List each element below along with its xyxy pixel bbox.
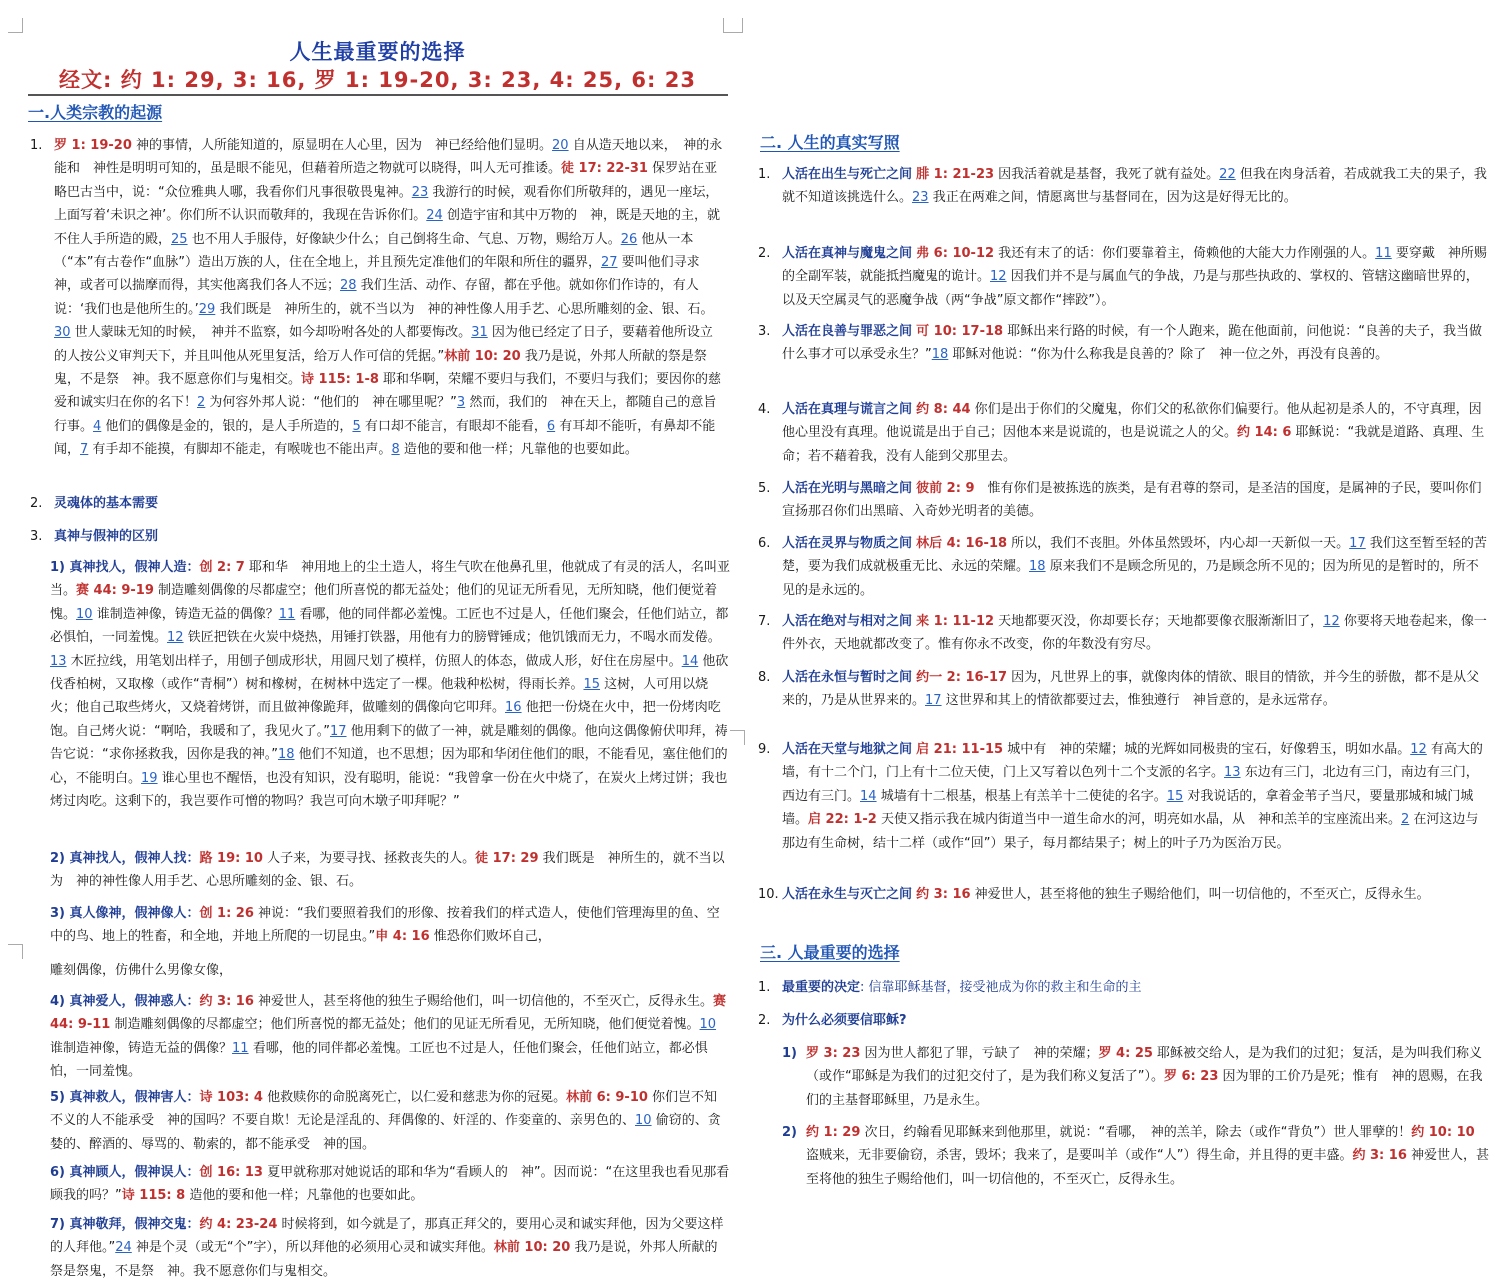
verse-number: 15 bbox=[1166, 788, 1184, 804]
scripture-ref: 罗 1: 19-20 bbox=[54, 138, 132, 153]
verse-text: 你们是出于你们的父魔鬼，你们父的私欲你们偏要行。他从起初是杀人的，不守真理，因他心里没有真理。他说谎是出于自己；因他本来是说谎的，也是说谎之人的父。 bbox=[782, 402, 1482, 441]
verse-text: 因为世人都犯了罪，亏缺了 神的荣耀； bbox=[860, 1046, 1099, 1061]
verse-text: 神爱世人，甚至将他的独生子赐给他们，叫一切信他的，不至灭亡，反得永生。 bbox=[970, 887, 1430, 902]
item-body bbox=[782, 532, 1488, 602]
verse-text: 时候将到，如今就是了，那真正拜父的，要用心灵和诚实拜他，因为父要这样的人拜他。” bbox=[50, 1217, 724, 1256]
scripture-ref: 申 4: 16 bbox=[375, 929, 430, 945]
verse-text: 偷窃的、贪婪的、醉酒的、辱骂的、勒索的，都不能承受 神的国。 bbox=[50, 1113, 721, 1152]
verse-number: 17 bbox=[925, 693, 942, 709]
scripture-ref: 启 21: 11-15 bbox=[916, 742, 1004, 757]
item-number: 3. bbox=[758, 324, 771, 339]
verse-text: 盗贼来，无非要偷窃，杀害，毁坏；我来了，是要叫羊（或作“人”）得生命，并且得的更丰盛。 bbox=[806, 1148, 1353, 1164]
verse-text: 我游行的时候，观看你们所敬拜的，遇见一座坛，上面写着‘未识之神’。你们所不认识而敬拜的，我现在告诉你们。 bbox=[54, 184, 719, 224]
item-heading: 人活在真神与魔鬼之间 bbox=[782, 246, 913, 261]
sub-item-7 bbox=[50, 1213, 730, 1283]
scripture-references: 经文: 约 1: 29, 3: 16, 罗 1: 19-20, 3: 23, 4: 25, 6: 23 bbox=[59, 68, 696, 92]
verse-number: 7 bbox=[80, 442, 89, 458]
sub-item-3-continuation: 雕刻偶像，仿佛什么男像女像， bbox=[50, 963, 233, 978]
verse-text: 耶和华 神用地上的尘土造人，将生气吹在他鼻孔里，他就成了有灵的活人，名叫亚当。 bbox=[50, 560, 730, 599]
verse-number: 10 bbox=[76, 606, 93, 622]
verse-number: 17 bbox=[329, 723, 347, 739]
item-number: 1. bbox=[758, 980, 771, 995]
item-body bbox=[782, 610, 1488, 657]
item-body bbox=[782, 738, 1488, 855]
verse-number: 31 bbox=[471, 325, 488, 341]
verse-text: 城墙有十二根基，根基上有羔羊十二使徒的名字。 bbox=[876, 788, 1167, 804]
item-number: 2. bbox=[758, 246, 771, 261]
item-heading: 人活在良善与罪恶之间 bbox=[782, 324, 913, 339]
scripture-ref: 彼前 2: 9 bbox=[916, 481, 975, 496]
verse-number: 20 bbox=[552, 138, 569, 153]
verse-text: 谁制造神像，铸造无益的偶像？ bbox=[50, 1040, 233, 1056]
item-heading: 人活在绝对与相对之间 bbox=[782, 614, 913, 629]
verse-text: 他用剩下的做了一神，就是雕刻的偶像。他向这偶像俯伏叩拜，祷告它说：“求你拯救我，因你是我的神。” bbox=[50, 723, 728, 763]
verse-text: 城中有 神的荣耀；城的光辉如同极贵的宝石，好像碧玉，明如水晶。 bbox=[1003, 742, 1411, 757]
scripture-ref: 约一 2: 16-17 bbox=[916, 670, 1008, 685]
verse-text: 神的事情，人所能知道的，原显明在人心里，因为 神已经给他们显明。 bbox=[131, 138, 553, 153]
scripture-ref: 林前 10: 20 bbox=[493, 1240, 571, 1256]
verse-number: 2 bbox=[1400, 812, 1410, 828]
verse-number: 12 bbox=[990, 269, 1007, 285]
verse-number: 4 bbox=[93, 418, 102, 434]
verse-text: 有高大的墙，有十二个门，门上有十二位天使，门上又写着以色列十二个支派的名字。 bbox=[782, 742, 1483, 781]
item-body bbox=[782, 477, 1488, 524]
item-number: 2. bbox=[30, 496, 43, 511]
item-body bbox=[782, 320, 1488, 367]
item-text: : 信靠耶稣基督，接受祂成为你的救主和生命的主 bbox=[860, 980, 1142, 995]
verse-text: 这世界和其上的情欲都要过去，惟独遵行 神旨意的，是永远常存。 bbox=[941, 693, 1336, 709]
verse-text: 因为他已经定了日子，要藉着他所设立的人按公义审判天下，并且叫他从死里复活，给万人作可信的凭据。” bbox=[54, 325, 713, 364]
scripture-ref: 约 3: 16 bbox=[1352, 1148, 1407, 1164]
verse-text: 在河这边与那边有生命树，结十二样（或作“回”）果子，每月都结果子；树上的叶子乃为医治万民。 bbox=[782, 812, 1479, 851]
scripture-ref: 诗 115: 8 bbox=[121, 1188, 186, 1204]
sub-heading: 3) 真人像神，假神像人： bbox=[50, 906, 200, 921]
verse-number: 6 bbox=[546, 418, 556, 434]
verse-text: 然而，我们的 神在天上，都随自己的意旨行事。 bbox=[54, 395, 717, 434]
verse-number: 23 bbox=[912, 190, 929, 206]
verse-number: 16 bbox=[505, 700, 522, 716]
item-body bbox=[782, 398, 1488, 468]
verse-text: 看哪，他的同伴都必羞愧。工匠也不过是人，任他们聚会，任他们站立，都必惧怕，一同羞愧。 bbox=[50, 606, 729, 646]
scripture-ref: 腓 1: 21-23 bbox=[916, 167, 995, 182]
verse-number: 25 bbox=[171, 231, 188, 247]
verse-text: 神是个灵（或无“个”字），所以拜他的必须用心灵和诚实拜他。 bbox=[131, 1240, 494, 1256]
scripture-ref: 约 1: 29 bbox=[806, 1125, 861, 1140]
item-heading: 人活在灵界与物质之间 bbox=[782, 536, 913, 551]
verse-number: 17 bbox=[1349, 536, 1366, 551]
crop-mark bbox=[730, 730, 745, 745]
verse-number: 14 bbox=[860, 788, 877, 804]
verse-number: 10 bbox=[699, 1017, 717, 1033]
verse-number: 12 bbox=[167, 630, 184, 646]
scripture-ref: 罗 3: 23 bbox=[806, 1046, 861, 1061]
item-number: 1. bbox=[30, 138, 43, 153]
item-heading: 灵魂体的基本需要 bbox=[54, 496, 159, 511]
verse-number: 8 bbox=[391, 442, 400, 458]
verse-number: 3 bbox=[456, 395, 466, 411]
sub-heading: 6) 真神顾人，假神误人： bbox=[50, 1165, 200, 1180]
scripture-ref: 诗 103: 4 bbox=[199, 1090, 263, 1105]
sub-heading: 1) 真神找人，假神人造： bbox=[50, 560, 200, 575]
verse-number: 2 bbox=[197, 395, 206, 411]
verse-text: 他从一本（“本”有古卷作“血脉”）造出万族的人，住在全地上，并且预先定准他们的年限和所住的疆界， bbox=[54, 231, 694, 271]
item-number: 4. bbox=[758, 402, 771, 417]
verse-number: 11 bbox=[232, 1040, 249, 1056]
item-number: 10. bbox=[758, 887, 779, 902]
item-body bbox=[782, 666, 1488, 713]
item-body bbox=[806, 1121, 1490, 1191]
item-body bbox=[782, 163, 1488, 210]
verse-text: 耶稣出来行路的时候，有一个人跑来，跪在他面前，问他说：“良善的夫子，我当做什么事才可以承受永生？” bbox=[782, 324, 1482, 363]
verse-text: 我乃是说，外邦人所献的祭是祭鬼，不是祭 神。我不愿意你们与鬼相交。 bbox=[54, 348, 707, 388]
left-page bbox=[20, 0, 735, 1280]
verse-text: 神爱世人，甚至将他的独生子赐给他们，叫一切信他的，不至灭亡，反得永生。 bbox=[253, 994, 714, 1009]
verse-text: 这树，人可用以烧火；他自己取些烤火，又烧着烤饼，而且做神像跪拜，做雕刻的偶像向它叩拜。 bbox=[50, 677, 709, 716]
verse-text: 我乃是说，外邦人所献的祭是祭鬼，不是祭 神。我不愿意你们与鬼相交。 bbox=[50, 1240, 718, 1279]
verse-text: 我们既是 神所生的，就不当以为 神的神性像人用手艺、心思所雕刻的金、银、石。 bbox=[215, 301, 714, 317]
verse-text: 要穿戴 神所赐的全副军装，就能抵挡魔鬼的诡计。 bbox=[782, 246, 1487, 285]
sub-item-1 bbox=[50, 556, 730, 813]
title-divider bbox=[28, 94, 728, 96]
verse-text: 所以，我们不丧胆。外体虽然毁坏，内心却一天新似一天。 bbox=[1007, 536, 1350, 551]
scripture-ref: 弗 6: 10-12 bbox=[916, 246, 995, 261]
scripture-ref: 约 14: 6 bbox=[1237, 425, 1292, 441]
item-number: 9. bbox=[758, 742, 771, 757]
item-heading: 人活在永生与灭亡之间 bbox=[782, 887, 913, 902]
verse-text: 他们不知道，也不思想；因为耶和华闭住他们的眼，不能看见，塞住他们的心，不能明白。 bbox=[50, 747, 728, 786]
item-number: 1. bbox=[758, 167, 771, 182]
item-heading: 人活在光明与黑暗之间 bbox=[782, 481, 913, 496]
verse-text: 天地都要灭没，你却要长存；天地都要像衣服渐渐旧了， bbox=[994, 614, 1324, 629]
verse-number: 15 bbox=[583, 677, 601, 693]
verse-text: 你要将天地卷起来，像一件外衣，天地就都改变了。惟有你永不改变，你的年数没有穷尽。 bbox=[782, 614, 1487, 653]
item-number: 2) bbox=[782, 1125, 797, 1140]
verse-text: 有手却不能摸，有脚却不能走，有喉咙也不能出声。 bbox=[88, 442, 392, 458]
verse-number: 12 bbox=[1323, 614, 1340, 629]
verse-number: 24 bbox=[115, 1240, 132, 1256]
item-number: 2. bbox=[758, 1013, 771, 1028]
verse-text: 自从造天地以来， 神的永能和 神性是明明可知的，虽是眼不能见，但藉着所造之物就可以晓得，叫人无可推诿。 bbox=[54, 138, 723, 177]
verse-text: 保罗站在亚略巴古当中，说：“众位雅典人哪，我看你们凡事很敬畏鬼神。 bbox=[54, 161, 718, 200]
scripture-ref: 约 10: 10 bbox=[1411, 1125, 1475, 1140]
verse-number: 11 bbox=[278, 606, 296, 622]
verse-text: 但我在肉身活着，若成就我工夫的果子，我就不知道该挑选什么。 bbox=[782, 167, 1487, 206]
verse-number: 22 bbox=[1219, 167, 1236, 182]
scripture-ref: 约 3: 16 bbox=[199, 994, 254, 1009]
verse-number: 13 bbox=[50, 653, 67, 669]
verse-text: 有耳却不能听，有鼻却不能闻， bbox=[54, 418, 716, 458]
verse-text: 制造雕刻偶像的尽都虚空；他们所喜悦的都无益处；他们的见证无所看见，无所知晓，他们便觉着愧。 bbox=[110, 1017, 700, 1033]
scripture-ref: 罗 6: 23 bbox=[1163, 1069, 1219, 1085]
item-number: 7. bbox=[758, 614, 771, 629]
verse-text: 耶稣对他说：“你为什么称我是良善的？除了 神一位之外，再没有良善的。 bbox=[948, 347, 1389, 363]
verse-text: 有口却不能言，有眼却不能看， bbox=[360, 418, 547, 434]
item-heading: 为什么必须要信耶稣? bbox=[782, 1013, 907, 1028]
verse-text: 耶稣说：“我就是道路、真理、生命；若不藉着我，没有人能到父那里去。 bbox=[782, 425, 1485, 464]
scripture-ref: 启 22: 1-2 bbox=[808, 812, 877, 828]
verse-number: 26 bbox=[620, 231, 638, 247]
item-body bbox=[782, 242, 1488, 312]
scripture-ref: 路 19: 10 bbox=[199, 851, 263, 866]
scripture-ref: 林前 10: 20 bbox=[444, 348, 521, 364]
item-number: 6. bbox=[758, 536, 771, 551]
section-heading-1: 一.人类宗教的起源 bbox=[28, 103, 163, 122]
sub-item-3 bbox=[50, 902, 730, 949]
scripture-ref: 来 1: 11-12 bbox=[916, 614, 995, 629]
verse-number: 11 bbox=[1375, 246, 1392, 261]
verse-text: 看哪，他的同伴都必羞愧。工匠也不过是人，任他们聚会，任他们站立，都必惧怕，一同羞愧。 bbox=[50, 1040, 708, 1080]
verse-text: 造他的要和他一样；凡靠他的也要如此。 bbox=[185, 1188, 424, 1204]
item-body bbox=[782, 883, 1488, 906]
item-heading: 人活在出生与死亡之间 bbox=[782, 167, 913, 182]
verse-text: 铁匠把铁在火炭中烧热，用锤打铁器，用他有力的膀臂锤成；他饥饿而无力，不喝水而发倦。 bbox=[183, 630, 721, 646]
verse-text: 天使又指示我在城内街道当中一道生命水的河，明亮如水晶，从 神和羔羊的宝座流出来。 bbox=[876, 812, 1401, 828]
document-title: 人生最重要的选择 bbox=[289, 40, 466, 64]
verse-number: 5 bbox=[352, 418, 361, 434]
crop-mark bbox=[728, 18, 743, 33]
verse-text: 他救赎你的命脱离死亡，以仁爱和慈悲为你的冠冕。 bbox=[262, 1090, 567, 1105]
item-number: 3. bbox=[30, 529, 43, 544]
scripture-ref: 赛 44: 9-11 bbox=[50, 994, 727, 1033]
scripture-ref: 林后 4: 16-18 bbox=[916, 536, 1008, 551]
crop-mark bbox=[8, 18, 23, 33]
scripture-ref: 诗 115: 1-8 bbox=[301, 372, 379, 388]
item-number: 8. bbox=[758, 670, 771, 685]
scripture-ref: 创 1: 26 bbox=[199, 906, 254, 921]
item-body bbox=[782, 976, 1488, 999]
verse-text: 惟恐你们败坏自己， bbox=[429, 929, 551, 945]
sub-heading: 5) 真神救人，假神害人： bbox=[50, 1090, 200, 1105]
verse-text: 他把一份烧在火中，把一份烤肉吃饱。自己烤火说：“啊哈，我暖和了，我见火了。” bbox=[50, 700, 721, 739]
sub-heading: 7) 真神敬拜，假神交鬼： bbox=[50, 1217, 200, 1232]
verse-text: 我们这至暂至轻的苦楚，要为我们成就极重无比、永远的荣耀。 bbox=[782, 536, 1487, 575]
crop-mark bbox=[8, 944, 23, 959]
verse-text: 因为，凡世界上的事，就像肉体的情欲、眼目的情欲，并今生的骄傲，都不是从父来的，乃是从世界来的。 bbox=[782, 670, 1480, 709]
verse-number: 23 bbox=[411, 184, 429, 200]
verse-text: 为何容外邦人说：“他们的 神在哪里呢？” bbox=[205, 395, 457, 411]
item-heading: 真神与假神的区别 bbox=[54, 529, 159, 544]
scripture-ref: 徒 17: 29 bbox=[475, 851, 539, 866]
verse-text: 谁心里也不醒悟，也没有知识，没有聪明，能说：“我曾拿一份在火中烧了，在炭火上烤过饼；我也烤过肉吃。这剩下的，我岂要作可憎的物吗？我岂可向木墩子叩拜呢？” bbox=[50, 770, 728, 810]
verse-text: 创造宇宙和其中万物的 神，既是天地的主，就不住人手所造的殿， bbox=[54, 208, 720, 247]
scripture-ref: 林前 6: 9-10 bbox=[566, 1090, 648, 1105]
verse-number: 19 bbox=[141, 770, 158, 786]
scripture-ref: 可 10: 17-18 bbox=[916, 324, 1004, 339]
scripture-ref: 赛 44: 9-19 bbox=[76, 583, 154, 599]
verse-text: 东边有三门，北边有三门，南边有三门，西边有三门。 bbox=[782, 765, 1479, 804]
verse-text: 夏甲就称那对她说话的耶和华为“看顾人的 神”。因而说：“在这里我也看见那看顾我的吗？” bbox=[50, 1165, 730, 1204]
sub-heading: 4) 真神爱人，假神惑人： bbox=[50, 994, 200, 1009]
verse-text: 因我们并不是与属血气的争战，乃是与那些执政的、掌权的、管辖这幽暗世界的，以及天空属灵气的恶魔争战（两“争战”原文都作“摔跤”）。 bbox=[782, 269, 1479, 308]
item-body bbox=[54, 134, 725, 462]
item-heading: 人活在真理与谎言之间 bbox=[782, 402, 913, 417]
item-heading: 人活在永恒与暂时之间 bbox=[782, 670, 913, 685]
verse-text: 我正在两难之间，情愿离世与基督同在，因为这是好得无比的。 bbox=[928, 190, 1297, 206]
verse-text: 木匠拉线，用笔划出样子，用刨子刨成形状，用圆尺划了模样，仿照人的体态，做成人形，好住在房屋中。 bbox=[66, 653, 682, 669]
scripture-ref: 罗 4: 25 bbox=[1098, 1046, 1153, 1061]
item-number: 5. bbox=[758, 481, 771, 496]
verse-text: 要叫他们寻求 神，或者可以揣摩而得，其实他离我们各人不远； bbox=[54, 255, 713, 294]
item-number: 1) bbox=[782, 1046, 797, 1061]
verse-text: 对我说话的，拿着金苇子当尺，要量那城和城门城墙。 bbox=[782, 788, 1474, 828]
verse-text: 人子来，为要寻找、拯救丧失的人。 bbox=[262, 851, 476, 866]
verse-text: 惟有你们是被拣选的族类，是有君尊的祭司，是圣洁的国度，是属神的子民，要叫你们宣扬那召你们出黑暗、入奇妙光明者的美德。 bbox=[782, 481, 1482, 520]
verse-text: 我还有末了的话：你们要靠着主，倚赖他的大能大力作刚强的人。 bbox=[994, 246, 1376, 261]
verse-text: 原来我们不是顾念所见的，乃是顾念所不见的；因为所见的是暂时的，所不见的是永远的。 bbox=[782, 559, 1479, 598]
sub-item-4 bbox=[50, 990, 730, 1084]
verse-number: 14 bbox=[681, 653, 699, 669]
item-heading: 最重要的决定 bbox=[782, 980, 861, 995]
verse-text: 耶稣被交给人，是为我们的过犯；复活，是为叫我们称义（或作“耶稣是为我们的过犯交付了，是为我们称义复活了”）。 bbox=[806, 1046, 1483, 1085]
verse-text: 造他的要和他一样；凡靠他的也要如此。 bbox=[399, 442, 638, 458]
verse-text: 也不用人手服侍，好像缺少什么；自己倒将生命、气息、万物，赐给万人。 bbox=[187, 231, 621, 247]
verse-text: 耶和华啊，荣耀不要归与我们，不要归与我们；要因你的慈爱和诚实归在你的名下！ bbox=[54, 372, 722, 411]
sub-heading: 2) 真神找人，假神人找： bbox=[50, 851, 200, 866]
sub-item-6 bbox=[50, 1161, 730, 1208]
verse-text: 次日，约翰看见耶稣来到他那里，就说：“看哪， 神的羔羊，除去（或作“背负”）世人罪孽的！ bbox=[860, 1125, 1412, 1140]
verse-text: 制造雕刻偶像的尽都虚空；他们所喜悦的都无益处；他们的见证无所看见，无所知晓，他们便觉着愧。 bbox=[50, 583, 718, 622]
verse-text: 你们岂不知不义的人不能承受 神的国吗？不要自欺！无论是淫乱的、拜偶像的、奸淫的、作娈童的、亲男色的、 bbox=[50, 1090, 718, 1129]
sub-item-2 bbox=[50, 847, 730, 894]
section-heading-2: 二. 人生的真实写照 bbox=[760, 133, 900, 152]
verse-number: 30 bbox=[54, 325, 71, 341]
scripture-ref: 约 3: 16 bbox=[916, 887, 971, 902]
verse-text: 因我活着就是基督，我死了就有益处。 bbox=[994, 167, 1220, 182]
verse-number: 18 bbox=[277, 747, 295, 763]
verse-number: 10 bbox=[635, 1113, 652, 1129]
verse-text: 世人蒙昧无知的时候， 神并不监察，如今却吩咐各处的人都要悔改。 bbox=[70, 325, 472, 341]
right-page bbox=[758, 0, 1498, 1280]
scripture-ref: 徒 17: 22-31 bbox=[561, 161, 648, 177]
verse-number: 24 bbox=[426, 208, 443, 224]
verse-text: 他砍伐香柏树，又取橡（或作“青桐”）树和橡树，在树林中选定了一棵。他栽种松树，得雨长养。 bbox=[50, 653, 729, 693]
verse-number: 27 bbox=[600, 255, 618, 271]
scripture-ref: 约 4: 23-24 bbox=[199, 1217, 278, 1232]
scripture-ref: 创 2: 7 bbox=[199, 560, 245, 575]
scripture-ref: 创 16: 13 bbox=[199, 1165, 263, 1180]
verse-number: 13 bbox=[1224, 765, 1241, 781]
verse-text: 神说：“我们要照着我们的形像、按着我们的样式造人，使他们管理海里的鱼、空中的鸟、地上的牲畜，和全地，并地上所爬的一切昆虫。” bbox=[50, 906, 720, 945]
item-body bbox=[806, 1042, 1490, 1112]
verse-text: 我们既是 神所生的，就不当以为 神的神性像人用手艺、心思所雕刻的金、银、石。 bbox=[50, 851, 725, 890]
section-heading-3: 三. 人最重要的选择 bbox=[760, 943, 900, 962]
verse-number: 28 bbox=[340, 278, 357, 294]
verse-text: 谁制造神像，铸造无益的偶像？ bbox=[92, 606, 279, 622]
verse-number: 12 bbox=[1410, 742, 1427, 757]
verse-text: 我们生活、动作、存留，都在乎他。就如你们作诗的，有人说：‘我们也是他所生的。’ bbox=[54, 278, 699, 317]
scripture-ref: 约 8: 44 bbox=[916, 402, 971, 417]
sub-item-5 bbox=[50, 1086, 730, 1156]
verse-text: 神爱世人，甚至将他的独生子赐给他们，叫一切信他的，不至灭亡，反得永生。 bbox=[806, 1148, 1490, 1187]
verse-text: 他们的偶像是金的，银的，是人手所造的， bbox=[101, 418, 353, 434]
verse-number: 18 bbox=[931, 347, 949, 363]
verse-text: 因为罪的工价乃是死；惟有 神的恩赐，在我们的主基督耶稣里，乃是永生。 bbox=[806, 1069, 1483, 1108]
item-heading: 人活在天堂与地狱之间 bbox=[782, 742, 913, 757]
verse-number: 18 bbox=[1029, 559, 1046, 575]
verse-number: 29 bbox=[198, 301, 216, 317]
